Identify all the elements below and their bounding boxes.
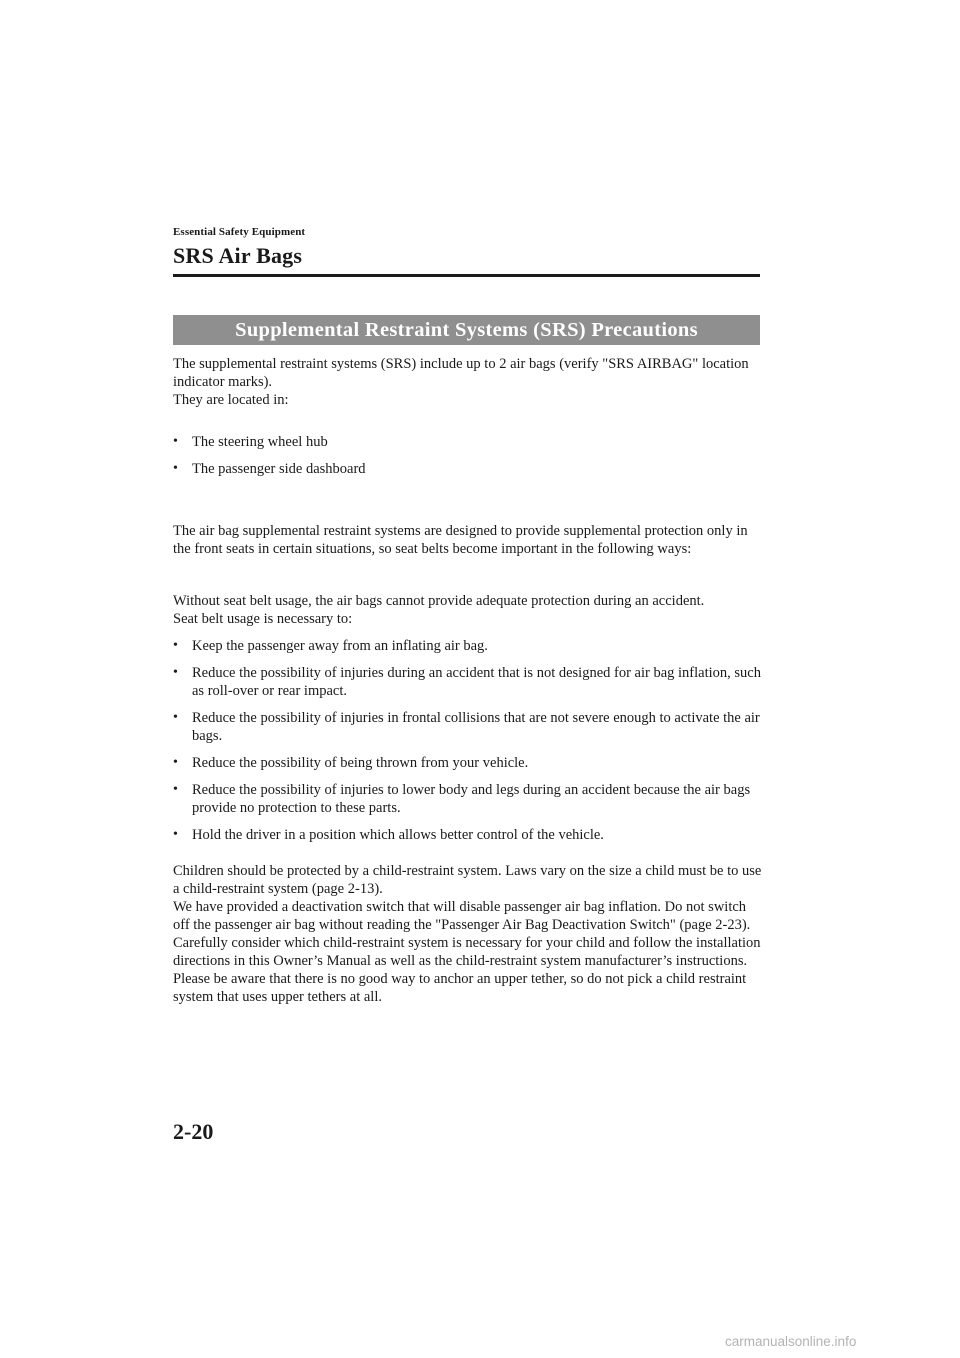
seatbelt-paragraph [173, 592, 763, 628]
list-item [173, 709, 763, 745]
list-item [173, 664, 763, 700]
intro-located-text: They are located in: [173, 392, 289, 408]
deactivation-paragraph: We have provided a deactivation switch that will disable passenger air bag inflation. Do not switch off the passenger air bag without reading the "Passenger Air Bag Deactivation Switch" (page 2-23). [173, 899, 751, 933]
bullet-icon: • [173, 665, 178, 680]
location-list [173, 433, 763, 487]
list-item [173, 637, 763, 655]
list-item-text: Reduce the possibility of injuries in frontal collisions that are not severe enough to activate the air bags. [192, 710, 760, 744]
title-rule [173, 274, 760, 277]
list-item-text: The passenger side dashboard [192, 461, 366, 477]
list-item-text: Reduce the possibility of injuries during an accident that is not designed for air bag inflation, such as roll-over or rear impact. [192, 665, 761, 699]
bullet-icon: • [173, 461, 178, 476]
bullet-icon: • [173, 434, 178, 449]
children-paragraph: Children should be protected by a child-restraint system. Laws vary on the size a child must be to use a child-restraint system (page 2-13). [173, 863, 762, 897]
list-item-text: Reduce the possibility of injuries to lower body and legs during an accident because the air bags provide no protection to these parts. [192, 782, 751, 816]
page-number: 2-20 [173, 1119, 214, 1144]
intro-paragraph [173, 355, 763, 409]
section-label: Essential Safety Equipment [173, 226, 306, 238]
list-item-text: Reduce the possibility of being thrown from your vehicle. [192, 755, 529, 771]
section-banner: Supplemental Restraint Systems (SRS) Precautions [173, 315, 760, 345]
list-item [173, 781, 763, 817]
consider-paragraph: Carefully consider which child-restraint system is necessary for your child and follow the installation directions in this Owner’s Manual as well as the child-restraint system manufacturer’s instructions. [173, 935, 761, 969]
list-item-text: The steering wheel hub [192, 434, 328, 450]
bullet-icon: • [173, 755, 178, 770]
list-item-text: Hold the driver in a position which allows better control of the vehicle. [192, 827, 604, 843]
list-item-text: Keep the passenger away from an inflating air bag. [192, 638, 488, 654]
list-item [173, 754, 763, 772]
list-item [173, 433, 763, 451]
watermark[interactable]: carmanualsonline.info [725, 1334, 857, 1349]
bullet-icon: • [173, 782, 178, 797]
child-restraint-section [173, 862, 763, 1006]
list-item [173, 826, 763, 844]
seatbelt-text: Without seat belt usage, the air bags cannot provide adequate protection during an accident. [173, 593, 705, 609]
bullet-icon: • [173, 827, 178, 842]
protection-paragraph: The air bag supplemental restraint systems are designed to provide supplemental protection only in the front seats in certain situations, so seat belts become important in the following ways: [173, 523, 748, 557]
chapter-title: SRS Air Bags [173, 243, 303, 268]
seatbelt-list [173, 637, 763, 853]
seatbelt-necessary-text: Seat belt usage is necessary to: [173, 611, 353, 627]
list-item [173, 460, 763, 478]
bullet-icon: • [173, 710, 178, 725]
bullet-icon: • [173, 638, 178, 653]
tether-paragraph: Please be aware that there is no good way to anchor an upper tether, so do not pick a child restraint system that uses upper tethers at all. [173, 971, 747, 1005]
intro-text: The supplemental restraint systems (SRS) include up to 2 air bags (verify "SRS AIRBAG" location indicator marks). [173, 356, 749, 390]
